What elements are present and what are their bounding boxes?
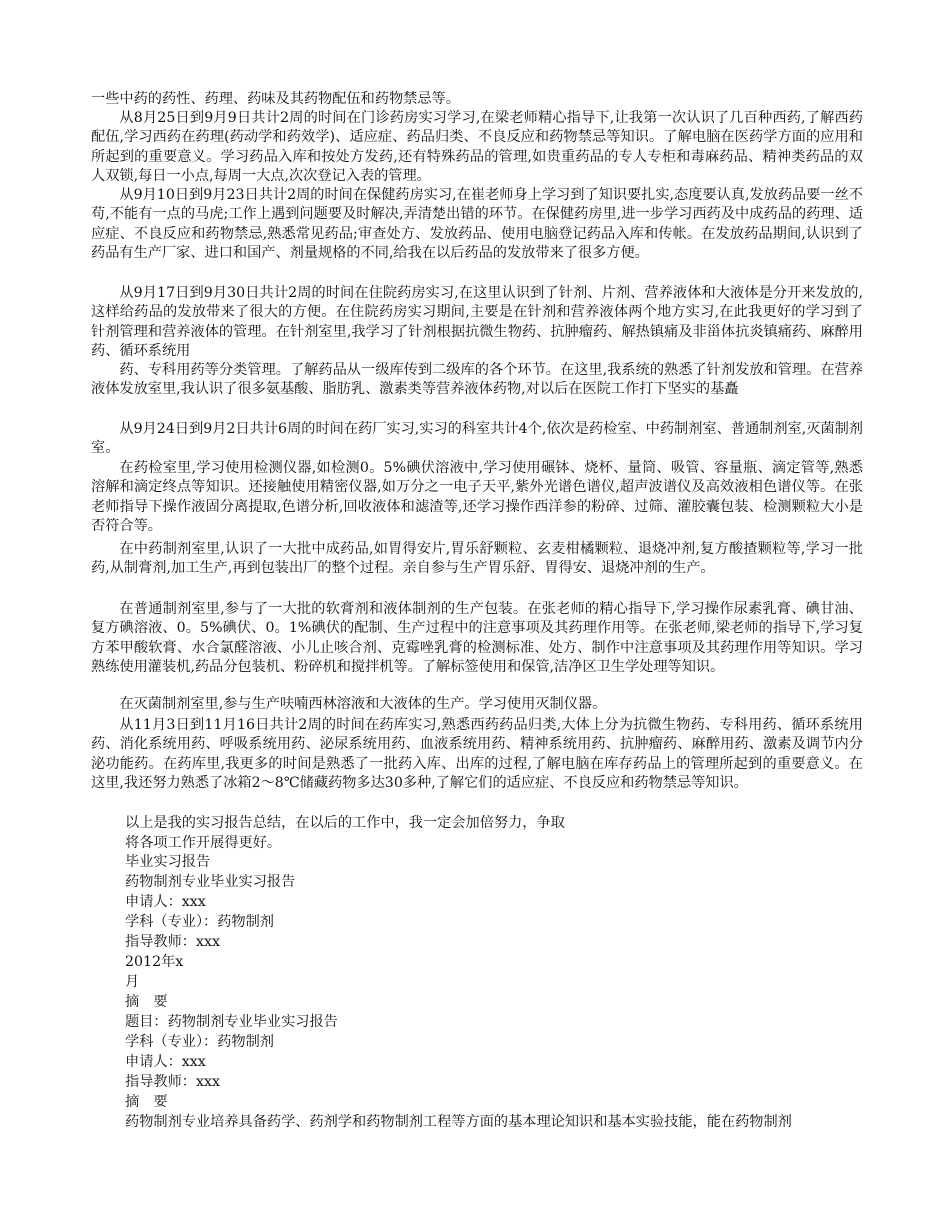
abstract-title: 题目：药物制剂专业毕业实习报告: [125, 1014, 338, 1030]
paragraph-intro: 一些中药的药性、药理、药味及其药物配伍和药物禁忌等。: [91, 91, 460, 107]
abstract-heading: 摘 要: [125, 994, 168, 1010]
paragraph-sterile-room: 在灭菌制剂室里,参与生产呋喃西林溶液和大液体的生产。学习使用灭制仪器。: [119, 696, 607, 712]
paragraph-factory: 从9月24日到9月2日共计6周的时间在药厂实习,实习的科室共计4个,依次是药检室、中药制剂室、普通制剂室,灭菌制剂室。: [91, 421, 863, 457]
abstract-heading-2: 摘 要: [125, 1094, 168, 1110]
abstract-body: 药物制剂专业培养具备药学、药剂学和药物制剂工程等方面的基本理论知识和基本实验技能，能在药物制剂: [125, 1114, 792, 1130]
paragraph-inspection-room: 在药检室里,学习使用检测仪器,如检测0。5%碘伏溶液中,学习使用碾钵、烧杯、量筒、吸管、容量瓶、滴定管等,熟悉溶解和滴定终点等知识。还接触使用精密仪器,如万分之一电子天平,紫外光谱色谱仪,超声波谱仪及高效液相色谱仪等。在张老师指导下操作液固分离提取,色谱分析,回收液体和滤渣等,还学习操作西洋参的粉碎、过筛、灌胶囊包装、检测颗粒大小是否符合等。: [91, 460, 863, 535]
abstract-supervisor: 指导教师：xxx: [125, 1074, 220, 1090]
supervisor: 指导教师：xxx: [125, 934, 220, 950]
date-month: 月: [125, 974, 140, 990]
paragraph-inpatient-pharmacy: 从9月17日到9月30日共计2周的时间在住院药房实习,在这里认识到了针剂、片剂、营养液体和大液体是分开来发放的,这样给药品的发放带来了很大的方便。在住院药房实习期间,主要是在针剂和营养液体两个地方实习,在此我更好的学习到了针剂管理和营养液体的管理。在针剂室里,我学习了针剂根据抗微生物药、抗肿瘤药、解热镇痛及非甾体抗炎镇痛药、麻醉用药、循环系统用: [91, 285, 863, 360]
paragraph-outpatient-pharmacy: 从8月25日到9月9日共计2周的时间在门诊药房实习学习,在梁老师精心指导下,让我第一次认识了几百种西药,了解西药配伍,学习西药在药理(药动学和药效学)、适应症、药品归类、不良反应和药物禁忌等知识。了解电脑在医药学方面的应用和所起到的重要意义。学习药品入库和按处方发药,还有特殊药品的管理,如贵重药品的专人专柜和毒麻药品、精神类药品的双人双锁,每日一小点,每周一大点,次次登记入表的管理。: [91, 110, 863, 185]
abstract-discipline: 学科（专业）：药物制剂: [125, 1034, 274, 1050]
paragraph-tcm-room: 在中药制剂室里,认识了一大批中成药品,如胃得安片,胃乐舒颗粒、玄麦柑橘颗粒、退烧冲剂,复方酸揸颗粒等,学习一批药,从制膏剂,加工生产,再到包装出厂的整个过程。亲自参与生产胃乐舒、胃得安、退烧冲剂的生产。: [91, 541, 863, 577]
summary-line-cont: 将各项工作开展得更好。: [125, 835, 282, 851]
report-title: 药物制剂专业毕业实习报告: [125, 874, 296, 890]
summary-line: 以上是我的实习报告总结，在以后的工作中，我一定会加倍努力，争取: [125, 815, 565, 831]
applicant: 申请人：xxx: [125, 894, 206, 910]
report-heading: 毕业实习报告: [125, 854, 211, 870]
paragraph-general-room: 在普通制剂室里,参与了一大批的软膏剂和液体制剂的生产包装。在张老师的精心指导下,学习操作尿素乳膏、碘甘油、复方碘溶液、0。5%碘伏、0。1%碘伏的配制、生产过程中的注意事项及其药理作用等。在张老师,梁老师的指导下,学习复方苯甲酸软膏、水合氯醛溶液、小儿止咳合剂、克霉唑乳膏的检测标准、处方、制作中注意事项及其药理作用等知识。学习熟练使用灌装机,药品分包装机、粉碎机和搅拌机等。了解标签使用和保管,洁净区卫生学处理等知识。: [91, 601, 863, 676]
paragraph-warehouse: 从11月3日到11月16日共计2周的时间在药库实习,熟悉西药药品归类,大体上分为抗微生物药、专科用药、循环系统用药、消化系统用药、呼吸系统用药、泌尿系统用药、血液系统用药、精神系统用药、抗肿瘤药、麻醉用药、激素及调节内分泌功能药。在药库里,我更多的时间是熟悉了一批药入库、出库的过程,了解电脑在库存药品上的管理所起到的重要意义。在这里,我还努力熟悉了冰箱2～8℃储藏药物多达30多种,了解它们的适应症、不良反应和药物禁忌等知识。: [91, 717, 863, 792]
date-year: 2012年x: [125, 954, 184, 970]
paragraph-classification: 药、专科用药等分类管理。了解药品从一级库传到二级库的各个环节。在这里,我系统的熟悉了针剂发放和管理。在营养液体发放室里,我认识了很多氨基酸、脂肪乳、激素类等营养液体药物,对以后在医院工作打下坚实的基矗: [91, 362, 863, 398]
abstract-applicant: 申请人：xxx: [125, 1054, 206, 1070]
discipline: 学科（专业）：药物制剂: [125, 914, 274, 930]
paragraph-health-pharmacy: 从9月10日到9月23日共计2周的时间在保健药房实习,在崔老师身上学习到了知识要扎实,态度要认真,发放药品要一丝不苟,不能有一点的马虎;工作上遇到问题要及时解决,弄清楚出错的环节。在保健药房里,进一步学习西药及中成药品的药理、适应症、不良反应和药物禁忌,熟悉常见药品;审查处方、发放药品、使用电脑登记药品入库和传帐。在发放药品期间,认识到了药品有生产厂家、进口和国产、剂量规格的不同,给我在以后药品的发放带来了很多方便。: [91, 187, 863, 262]
